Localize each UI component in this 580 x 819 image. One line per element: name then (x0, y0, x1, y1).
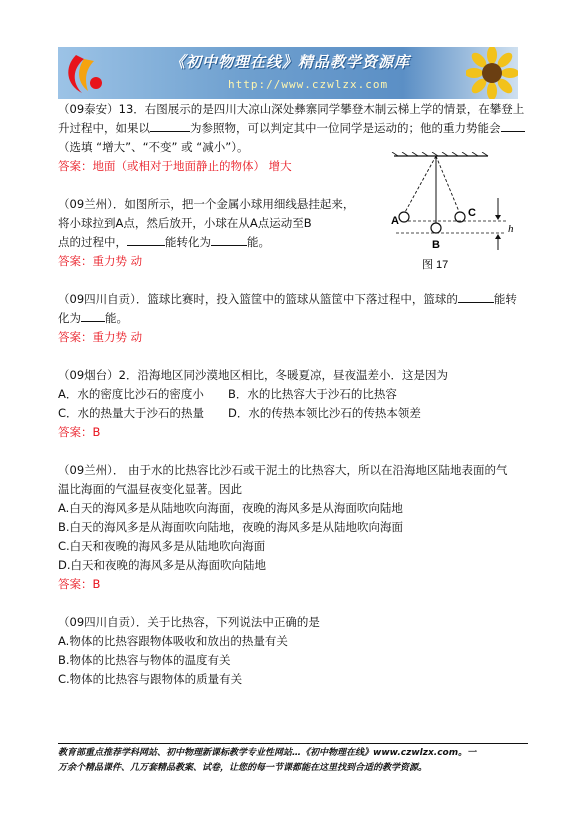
figure-caption: 图 17 (422, 259, 449, 271)
page-footer (58, 743, 528, 776)
site-url[interactable]: http://www.czwlzx.com (228, 78, 389, 91)
option: C.物体的比热容与跟物体的质量有关 (58, 672, 243, 686)
ball-a (399, 212, 409, 222)
label-b: B (432, 239, 440, 251)
option: C．水的热量大于沙石的热量 (58, 406, 205, 420)
answer-blank (81, 309, 105, 322)
answer-text: 答案：重力势 动 (58, 330, 143, 344)
answer-blank (127, 233, 165, 246)
option: B.物体的比热容与物体的温度有关 (58, 653, 231, 667)
answer-text: 答案：重力势 动 (58, 254, 143, 268)
label-c: C (468, 207, 476, 219)
question-text: （09四川自贡）．关于比热容，下列说法中正确的是 (58, 615, 320, 629)
option: D．水的传热本领比沙石的传热本领差 (228, 406, 421, 420)
site-banner (58, 47, 518, 99)
question-text: （09兰州）．如图所示，把一个金属小球用细线悬挂起来， 将小球拉到A点，然后放开，小球在从A点运动至B 点的过程中， 能转化为 能。 (58, 197, 355, 249)
answer-blank (458, 290, 494, 303)
option: C.白天和夜晚的海风多是从陆地吹向海面 (58, 539, 266, 553)
label-h: h (508, 223, 514, 235)
option: B.白天的海风多是从海面吹向陆地，夜晚的海风多是从陆地吹向海面 (58, 520, 404, 534)
ball-c (455, 212, 465, 222)
option: B．水的比热容大于沙石的比热容 (228, 387, 397, 401)
answer-blank (211, 233, 247, 246)
answer-text: 答案：地面（或相对于地面静止的物体） 增大 (58, 159, 292, 173)
site-logo-icon (62, 49, 110, 97)
sunflower-icon (466, 47, 518, 99)
answer-blank (501, 119, 525, 132)
option: A．水的密度比沙石的密度小 (58, 387, 204, 401)
option: D.白天和夜晚的海风多是从海面吹向陆地 (58, 558, 267, 572)
question-text: （09兰州）． 由于水的比热容比沙石或干泥土的比热容大，所以在沿海地区陆地表面的气 温比海面的气温昼夜变化显著。因此 (58, 463, 508, 496)
pendulum-figure (388, 152, 520, 274)
footer-line: 万余个精品课件、几万套精品教案、试卷，让您的每一节课都能在这里找到合适的教学资源。 (58, 763, 428, 773)
option-row (58, 385, 528, 404)
site-title: 《初中物理在线》精品教学资源库 (170, 53, 411, 71)
answer-blank (150, 119, 190, 132)
question-text: （09泰安）13．右图展示的是四川大凉山深处彝寨同学攀登木制云梯上学的情景，在攀登上 升过程中，如果以 为参照物，可以判定其中一位同学是运动的；他的重力势能会 （选填 “增大”、“不变” 或 “减小”）。 (58, 102, 525, 154)
footer-line: 教育部重点推荐学科网站、初中物理新课标教学专业性网站…《初中物理在线》www.czwlzx.com。一 (58, 748, 477, 758)
answer-text: 答案：B (58, 577, 101, 591)
question-text: （09四川自贡）．篮球比赛时，投入篮筐中的篮球从篮筐中下落过程中，篮球的 能转 化为 能。 (58, 292, 517, 325)
option: A.白天的海风多是从陆地吹向海面，夜晚的海风多是从海面吹向陆地 (58, 501, 403, 515)
question-text: （09烟台）2．沿海地区同沙漠地区相比，冬暖夏凉，昼夜温差小．这是因为 (58, 368, 448, 382)
option: A.物体的比热容跟物体吸收和放出的热量有关 (58, 634, 288, 648)
answer-text: 答案：B (58, 425, 101, 439)
ball-b (431, 223, 441, 233)
option-row (58, 404, 528, 423)
label-a: A (391, 215, 399, 227)
